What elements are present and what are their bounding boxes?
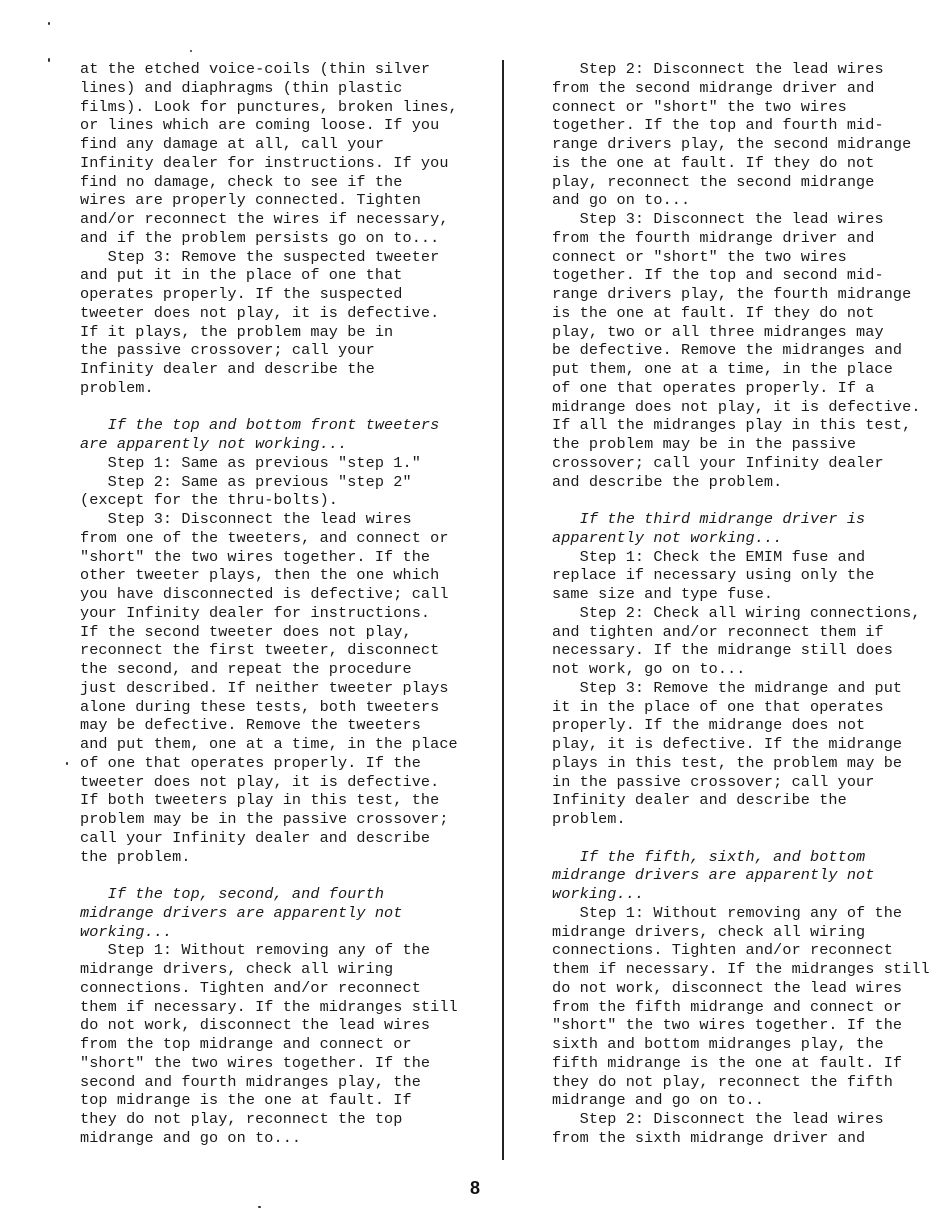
text-line: top midrange is the one at fault. If (80, 1091, 412, 1110)
text-line: "short" the two wires together. If the (80, 1053, 431, 1072)
text-line: crossover; call your Infinity dealer (552, 453, 884, 472)
scan-speck (48, 58, 50, 62)
text-line: from the second midrange driver and (552, 78, 875, 97)
text-line: is the one at fault. If they do not (552, 303, 875, 322)
text-line: tweeter does not play, it is defective. (80, 772, 440, 791)
text-line: Step 1: Check the EMIM fuse and (552, 547, 866, 566)
text-line: do not work, disconnect the lead wires (552, 978, 903, 997)
text-line: the second, and repeat the procedure (80, 660, 412, 678)
text-line: it in the place of one that operates (552, 697, 884, 716)
text-line: connect or "short" the two wires (552, 97, 847, 116)
text-line: Step 2: Disconnect the lead wires (552, 60, 884, 78)
text-line: "short" the two wires together. If the (80, 547, 431, 566)
text-line: fifth midrange is the one at fault. If (552, 1053, 903, 1072)
section-heading-line: midrange drivers are apparently not (552, 866, 875, 885)
text-line: not work, go on to... (552, 660, 746, 678)
text-line: they do not play, reconnect the fifth (552, 1072, 893, 1091)
text-line: Step 2: Same as previous "step 2" (80, 472, 412, 491)
text-line: Infinity dealer and describe the (80, 360, 375, 378)
text-line: the passive crossover; call your (80, 341, 375, 360)
text-line: play, two or all three midranges may (552, 322, 884, 341)
scan-speck (190, 50, 192, 52)
text-line: play, it is defective. If the midrange (552, 735, 903, 753)
text-line: midrange drivers, check all wiring (552, 922, 866, 941)
page-number: 8 (469, 1178, 480, 1198)
text-line: films). Look for punctures, broken lines, (80, 97, 458, 116)
section-heading-line: midrange drivers are apparently not (80, 903, 403, 922)
text-line: they do not play, reconnect the top (80, 1110, 403, 1128)
text-line: and describe the problem. (552, 472, 783, 491)
text-line: call your Infinity dealer and describe (80, 828, 431, 847)
text-line: connections. Tighten and/or reconnect (80, 978, 421, 997)
text-line: just described. If neither tweeter plays (80, 678, 449, 697)
text-line: put them, one at a time, in the place (552, 360, 893, 378)
section-heading-line: If the fifth, sixth, and bottom (552, 847, 866, 866)
text-line: problem. (552, 810, 626, 828)
text-line: and/or reconnect the wires if necessary, (80, 210, 449, 228)
text-line: and go on to... (552, 191, 691, 210)
section-heading-line: If the top and bottom front tweeters (80, 416, 440, 435)
text-line: problem. (80, 378, 154, 397)
scan-speck (258, 1206, 261, 1208)
right-text-column (552, 60, 944, 1148)
text-line: (except for the thru-bolts). (80, 491, 338, 510)
section-heading-line: If the third midrange driver is (552, 510, 866, 528)
text-line: connect or "short" the two wires (552, 247, 847, 266)
paragraph-gap (80, 398, 480, 417)
text-line: range drivers play, the fourth midrange (552, 285, 912, 303)
text-line: connections. Tighten and/or reconnect (552, 941, 893, 960)
scan-speck (66, 762, 68, 765)
text-line: may be defective. Remove the tweeters (80, 716, 421, 735)
text-line: If all the midranges play in this test, (552, 416, 912, 435)
text-line: If both tweeters play in this test, the (80, 791, 440, 810)
text-line: together. If the top and second mid- (552, 266, 884, 285)
text-line: problem may be in the passive crossover; (80, 810, 449, 828)
text-line: properly. If the midrange does not (552, 716, 866, 735)
text-line: midrange drivers, check all wiring (80, 960, 394, 978)
text-line: other tweeter plays, then the one which (80, 566, 440, 585)
text-line: Infinity dealer and describe the (552, 791, 847, 810)
text-line: your Infinity dealer for instructions. (80, 603, 431, 622)
text-line: reconnect the first tweeter, disconnect (80, 641, 440, 660)
text-line: them if necessary. If the midranges still (552, 960, 930, 978)
text-line: from the fourth midrange driver and (552, 228, 875, 247)
text-line: tweeter does not play, it is defective. (80, 303, 440, 322)
section-heading-line: apparently not working... (552, 528, 783, 547)
paragraph-gap (552, 829, 944, 848)
text-line: of one that operates properly. If the (80, 753, 421, 772)
text-line: replace if necessary using only the (552, 566, 875, 585)
section-heading-line: working... (552, 885, 645, 903)
text-line: Step 1: Without removing any of the (552, 903, 903, 922)
text-line: find any damage at all, call your (80, 135, 385, 153)
text-line: lines) and diaphragms (thin plastic (80, 78, 403, 97)
text-line: range drivers play, the second midrange (552, 135, 912, 153)
text-line: wires are properly connected. Tighten (80, 191, 421, 210)
text-line: the problem. (80, 847, 191, 866)
text-line: be defective. Remove the midranges and (552, 341, 903, 360)
text-line: of one that operates properly. If a (552, 378, 875, 397)
text-line: them if necessary. If the midranges still (80, 997, 458, 1016)
text-line: together. If the top and fourth mid- (552, 116, 884, 135)
text-line: from one of the tweeters, and connect or (80, 528, 449, 547)
text-line: necessary. If the midrange still does (552, 641, 893, 660)
text-line: Step 2: Disconnect the lead wires (552, 1110, 884, 1128)
text-line: at the etched voice-coils (thin silver (80, 60, 431, 78)
text-line: from the fifth midrange and connect or (552, 997, 903, 1016)
text-line: and put it in the place of one that (80, 266, 403, 285)
text-line: If it plays, the problem may be in (80, 322, 394, 341)
text-line: midrange does not play, it is defective. (552, 397, 921, 416)
text-line: "short" the two wires together. If the (552, 1016, 903, 1035)
text-line: Infinity dealer for instructions. If you (80, 153, 449, 172)
text-line: Step 3: Remove the midrange and put (552, 678, 903, 697)
text-line: plays in this test, the problem may be (552, 753, 903, 772)
text-line: Step 3: Disconnect the lead wires (552, 210, 884, 228)
text-line: alone during these tests, both tweeters (80, 697, 440, 716)
section-heading-line: If the top, second, and fourth (80, 885, 385, 903)
text-line: midrange and go on to.. (552, 1091, 764, 1110)
text-line: find no damage, check to see if the (80, 172, 403, 191)
text-line: Step 2: Check all wiring connections, (552, 603, 921, 622)
text-line: the problem may be in the passive (552, 435, 857, 453)
text-line: is the one at fault. If they do not (552, 153, 875, 172)
text-line: and tighten and/or reconnect them if (552, 622, 884, 641)
text-line: operates properly. If the suspected (80, 285, 403, 303)
text-line: or lines which are coming loose. If you (80, 116, 440, 135)
text-line: from the top midrange and connect or (80, 1035, 412, 1053)
text-line: second and fourth midranges play, the (80, 1072, 421, 1091)
text-line: you have disconnected is defective; call (80, 585, 449, 603)
text-line: If the second tweeter does not play, (80, 622, 412, 641)
section-heading-line: are apparently not working... (80, 435, 348, 453)
text-line: same size and type fuse. (552, 585, 774, 603)
scan-speck (48, 22, 50, 25)
text-line: and if the problem persists go on to... (80, 228, 440, 247)
left-text-column (80, 60, 480, 1148)
text-line: play, reconnect the second midrange (552, 172, 875, 191)
text-line: and put them, one at a time, in the place (80, 735, 458, 753)
text-line: in the passive crossover; call your (552, 772, 875, 791)
text-line: midrange and go on to... (80, 1128, 302, 1147)
text-line: sixth and bottom midranges play, the (552, 1035, 884, 1053)
section-heading-line: working... (80, 922, 173, 941)
paragraph-gap (80, 866, 480, 885)
text-line: Step 1: Same as previous "step 1." (80, 453, 421, 472)
text-line: Step 3: Remove the suspected tweeter (80, 247, 440, 266)
text-line: Step 1: Without removing any of the (80, 941, 431, 960)
text-line: from the sixth midrange driver and (552, 1128, 866, 1147)
text-line: do not work, disconnect the lead wires (80, 1016, 431, 1035)
column-divider (502, 60, 504, 1160)
text-line: Step 3: Disconnect the lead wires (80, 510, 412, 528)
paragraph-gap (552, 491, 944, 510)
